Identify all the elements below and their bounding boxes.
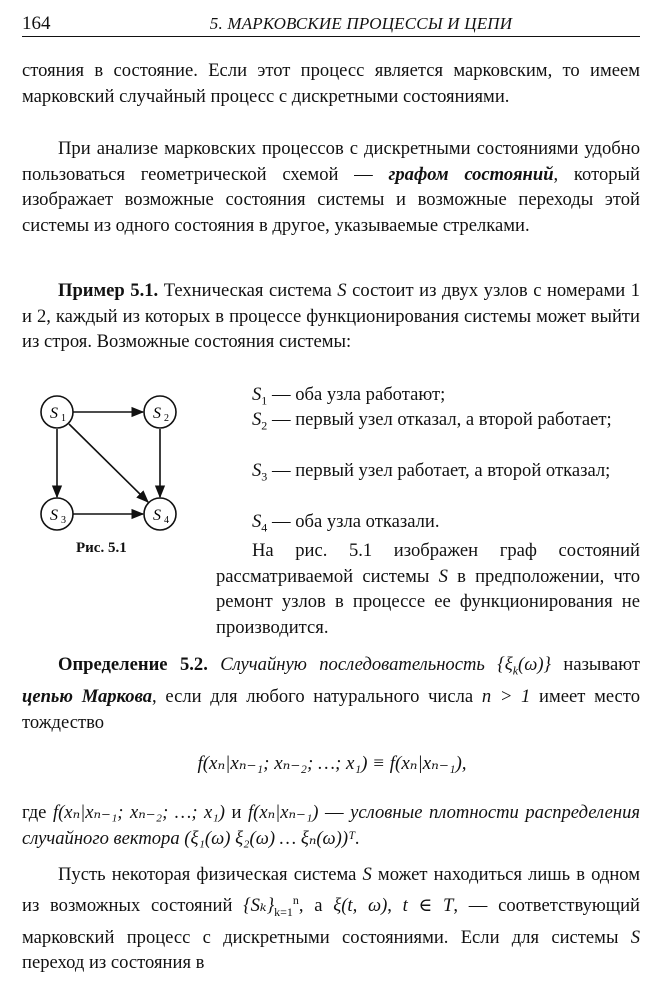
svg-text:S: S [50, 507, 58, 524]
svg-text:S: S [153, 405, 161, 422]
svg-text:S: S [153, 507, 161, 524]
svg-text:S: S [50, 405, 58, 422]
running-header [22, 12, 640, 37]
node-s2 [144, 396, 176, 428]
node-s3 [41, 498, 73, 530]
example-label: Пример 5.1. [58, 280, 159, 301]
figure-reference-paragraph: На рис. 5.1 изображен граф состояний рассматриваемой системы S в предположении, что ремонт узлов в процессе ее функционирования не производится. [22, 538, 640, 640]
page-number: 164 [22, 13, 51, 34]
term-markov-chain: цепью Маркова [22, 686, 153, 708]
formula-explanation: где f(xₙ|xₙ₋₁; xₙ₋₂; …; x₁) и f(xₙ|xₙ₋₁) — условные плотности распределения случайного вектора (ξ₁(ω) ξ₂(ω) … ξₙ(ω))ᵀ. [22, 802, 641, 849]
state-s1: $S_1$ — оба узла работают; [252, 384, 446, 408]
state-graph-figure [30, 392, 190, 532]
example-5-1: Пример 5.1. Техническая система S состоит из двух узлов с номерами 1 и 2, каждый из которых в процессе функционирования системы может выйти из строя. Возможные состояния системы: [22, 280, 640, 352]
svg-text:4: 4 [164, 515, 169, 526]
node-s1 [41, 396, 73, 428]
paragraph-continuation: стояния в состояние. Если этот процесс является марковским, то имеем марковский случайный процесс с дискретными состояниями. [22, 60, 640, 107]
node-s4 [144, 498, 176, 530]
state-s2: $S_2$ — первый узел отказал, а второй работает; [252, 409, 612, 433]
svg-text:3: 3 [61, 515, 66, 526]
definition-5-2: Определение 5.2. Случайную последовательность $\{\xi_k(\omega)\}$ называют цепью Маркова, если для любого натурального числа n > 1 имеет место тождество [22, 654, 640, 733]
paragraph-physical-system: Пусть некоторая физическая система S может находиться лишь в одном из возможных состояний $\{S_k\}_{k=1}^n$, а ξ(t, ω), t ∈ T, — соответствующий марковский процесс с дискретными состояниями. Если для системы S переход из состояния в [22, 864, 641, 974]
paragraph-graph-definition: При анализе марковских процессов с дискретными состояниями удобно пользоваться геометрической схемой — графом состояний, который изображает возможные состояния системы и возможные переходы этой системы из одного состояния в другое, указываемые стрелками. [22, 138, 640, 236]
term-graph-of-states: графом состояний [388, 163, 554, 185]
markov-identity-formula: f(xₙ|xₙ₋₁; xₙ₋₂; …; x₁) ≡ f(xₙ|xₙ₋₁), [197, 753, 467, 774]
term-conditional-densities: условные плотности распределения случайного вектора [22, 802, 641, 849]
figure-caption: Рис. 5.1 [76, 540, 127, 556]
state-s4: $S_4$ — оба узла отказали. [252, 511, 440, 535]
running-title: 5. МАРКОВСКИЕ ПРОЦЕССЫ И ЦЕПИ [209, 14, 513, 33]
definition-label: Определение 5.2. [58, 654, 208, 675]
state-graph-svg [30, 392, 190, 532]
edge-s1-s4 [69, 424, 148, 502]
state-s3: $S_3$ — первый узел работает, а второй отказал; [252, 460, 611, 484]
svg-text:2: 2 [164, 413, 169, 424]
svg-text:1: 1 [61, 413, 66, 424]
